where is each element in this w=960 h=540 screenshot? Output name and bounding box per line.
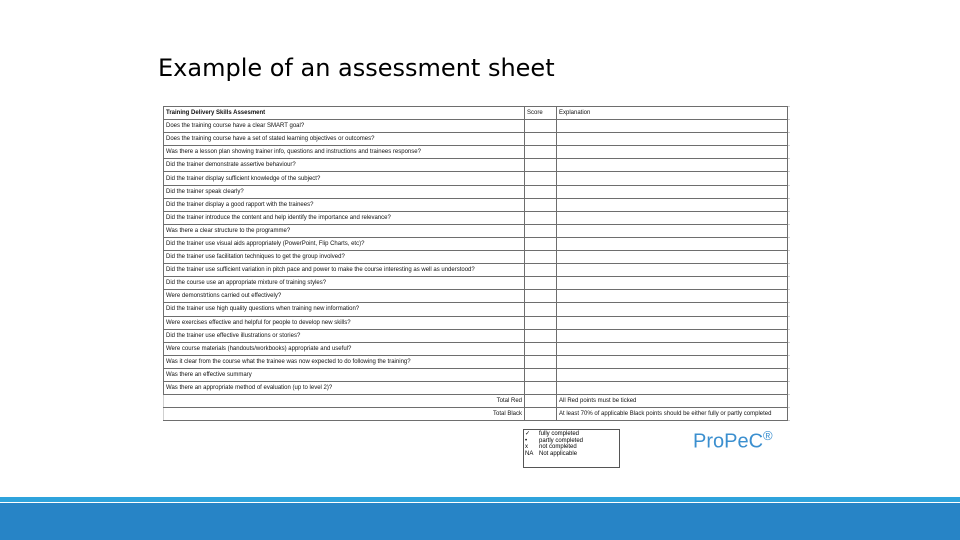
total-score-cell[interactable] [525,408,557,421]
header-explanation-cell: Explanation [557,107,788,120]
question-cell: Did the trainer introduce the content and help identify the importance and relevance? [164,211,525,224]
table-row [164,355,791,368]
question-cell: Was there a clear structure to the programme? [164,224,525,237]
total-label: Total Red [164,395,525,408]
question-cell: Was it clear from the course what the trainee was now expected to do following the training? [164,355,525,368]
question-cell: Did the trainer speak clearly? [164,185,525,198]
explanation-cell[interactable] [557,185,788,198]
question-cell: Were demonstrtions carried out effectively? [164,290,525,303]
score-cell[interactable] [525,342,557,355]
table-row [164,224,791,237]
total-note: All Red points must be ticked [557,395,788,408]
score-cell[interactable] [525,329,557,342]
explanation-cell[interactable] [557,290,788,303]
explanation-cell[interactable] [557,159,788,172]
question-cell: Was there a lesson plan showing trainer info, questions and instructions and trainees response? [164,146,525,159]
question-cell: Did the course use an appropriate mixture of training styles? [164,277,525,290]
score-cell[interactable] [525,120,557,133]
score-cell[interactable] [525,277,557,290]
explanation-cell[interactable] [557,316,788,329]
score-cell[interactable] [525,381,557,394]
explanation-cell[interactable] [557,224,788,237]
legend-symbol: NA [525,450,534,457]
score-cell[interactable] [525,146,557,159]
explanation-cell[interactable] [557,146,788,159]
question-cell: Did the trainer display sufficient knowledge of the subject? [164,172,525,185]
table-row [164,329,791,342]
legend-text: partly completed [539,437,584,444]
legend-text: fully completed [539,431,580,437]
question-cell: Did the trainer use high quality questions when training new information? [164,303,525,316]
score-cell[interactable] [525,172,557,185]
score-cell[interactable] [525,355,557,368]
explanation-cell[interactable] [557,237,788,250]
question-cell: Was there an effective summary [164,368,525,381]
score-cell[interactable] [525,159,557,172]
slide-title: Example of an assessment sheet [158,54,555,82]
legend-symbol: • [525,437,528,444]
question-cell: Did the trainer demonstrate assertive behaviour? [164,159,525,172]
explanation-cell[interactable] [557,303,788,316]
score-cell[interactable] [525,224,557,237]
table-row [164,198,791,211]
brand-name: ProPeC [693,430,764,453]
score-cell[interactable] [525,264,557,277]
table-header-row [164,107,791,120]
question-cell: Were course materials (handouts/workbooks) appropriate and useful? [164,342,525,355]
explanation-cell[interactable] [557,211,788,224]
table-row [164,120,791,133]
table-row [164,146,791,159]
total-label: Total Black [164,408,525,421]
score-cell[interactable] [525,303,557,316]
explanation-cell[interactable] [557,133,788,146]
legend-item [525,451,618,458]
table-row [164,185,791,198]
score-cell[interactable] [525,133,557,146]
explanation-cell[interactable] [557,120,788,133]
table-row [164,316,791,329]
header-score-cell: Score [525,107,557,120]
explanation-cell[interactable] [557,355,788,368]
legend-text: not completed [539,444,577,450]
explanation-cell[interactable] [557,329,788,342]
score-cell[interactable] [525,211,557,224]
footer-accent-stripe [0,497,960,502]
footer-band [0,503,960,540]
explanation-cell[interactable] [557,381,788,394]
total-row [164,395,791,408]
score-cell[interactable] [525,251,557,264]
table-row [164,381,791,394]
score-cell[interactable] [525,368,557,381]
table-row [164,342,791,355]
score-cell[interactable] [525,185,557,198]
question-cell: Were exercises effective and helpful for people to develop new skills? [164,316,525,329]
assessment-table [163,106,790,421]
question-cell: Does the training course have a set of stated learning objectives or outcomes? [164,133,525,146]
question-cell: Did the trainer use effective illustrations or stories? [164,329,525,342]
table-row [164,211,791,224]
explanation-cell[interactable] [557,198,788,211]
registered-mark: ® [763,428,773,443]
score-cell[interactable] [525,290,557,303]
explanation-cell[interactable] [557,277,788,290]
legend-text: Not applicable [539,450,578,457]
explanation-cell[interactable] [557,264,788,277]
table-row [164,368,791,381]
table-row [164,264,791,277]
total-score-cell[interactable] [525,395,557,408]
legend-box [523,429,620,468]
table-row [164,133,791,146]
question-cell: Did the trainer use facilitation techniques to get the group involved? [164,251,525,264]
question-cell: Did the trainer display a good rapport with the trainees? [164,198,525,211]
total-row [164,408,791,421]
table-row [164,277,791,290]
score-cell[interactable] [525,316,557,329]
table-row [164,251,791,264]
explanation-cell[interactable] [557,172,788,185]
table-row [164,159,791,172]
question-cell: Did the trainer use visual aids appropriately (PowerPoint, Flip Charts, etc)? [164,237,525,250]
explanation-cell[interactable] [557,368,788,381]
total-note: At least 70% of applicable Black points should be either fully or partly completed [557,408,788,421]
header-item-cell: Training Delivery Skills Assesment [164,107,525,120]
legend-symbol: x [525,444,528,450]
question-cell: Does the training course have a clear SMART goal? [164,120,525,133]
table-row [164,172,791,185]
explanation-cell[interactable] [557,251,788,264]
table-row [164,290,791,303]
explanation-cell[interactable] [557,342,788,355]
table-row [164,303,791,316]
legend-symbol: ✓ [525,431,531,437]
question-cell: Was there an appropriate method of evaluation (up to level 2)? [164,381,525,394]
question-cell: Did the trainer use sufficient variation in pitch pace and power to make the course interesting as well as understood? [164,264,525,277]
table-row [164,237,791,250]
score-cell[interactable] [525,237,557,250]
propec-logo [693,428,773,454]
score-cell[interactable] [525,198,557,211]
